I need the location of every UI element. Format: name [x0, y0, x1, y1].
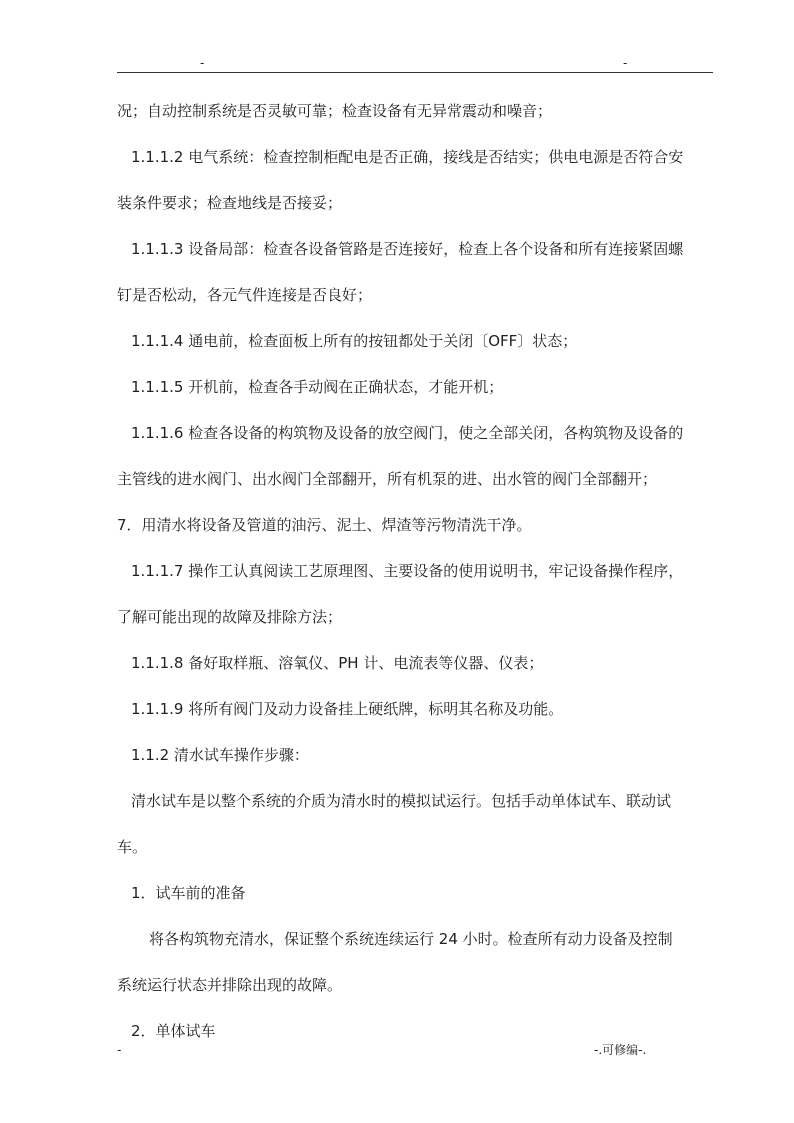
header-right-mark: -: [623, 56, 628, 70]
paragraph-line: 清水试车是以整个系统的介质为清水时的模拟试运行。包括手动单体试车、联动试: [131, 792, 672, 810]
paragraph-line: 1.1.1.9 将所有阀门及动力设备挂上硬纸牌，标明其名称及功能。: [131, 700, 564, 718]
paragraph-line: 了解可能出现的故障及排除方法；: [117, 608, 343, 626]
paragraph-line: 装条件要求；检查地线是否接妥；: [117, 194, 343, 212]
paragraph-line: 1．试车前的准备: [131, 884, 246, 902]
paragraph-line: 1.1.1.2 电气系统：检查控制柜配电是否正确，接线是否结实；供电电源是否符合安: [131, 148, 684, 166]
header-rule: [117, 72, 713, 73]
paragraph-line: 2．单体试车: [131, 1022, 216, 1040]
paragraph-line: 1.1.1.7 操作工认真阅读工艺原理图、主要设备的使用说明书，牢记设备操作程序，: [131, 562, 684, 580]
paragraph-line: 钉是否松动，各元气件连接是否良好；: [117, 286, 373, 304]
paragraph-line: 1.1.1.5 开机前，检查各手动阀在正确状态，才能开机；: [131, 378, 504, 396]
paragraph-line: 车。: [117, 838, 148, 856]
paragraph-line: 1.1.1.8 备好取样瓶、溶氧仪、PH 计、电流表等仪器、仪表；: [131, 654, 544, 672]
header-left-mark: -: [200, 56, 205, 70]
paragraph-line: 1.1.1.6 检查各设备的构筑物及设备的放空阀门，使之全部关闭，各构筑物及设备的: [131, 424, 684, 442]
footer-right-mark: -.可修编-.: [594, 1043, 647, 1057]
paragraph-line: 7．用清水将设备及管道的油污、泥土、焊渣等污物清洗干净。: [117, 516, 532, 534]
paragraph-line: 况；自动控制系统是否灵敏可靠；检查设备有无异常震动和噪音；: [117, 102, 553, 120]
paragraph-line: 系统运行状态并排除出现的故障。: [117, 976, 343, 994]
paragraph-line: 1.1.2 清水试车操作步骤：: [131, 746, 309, 764]
footer-left-mark: -: [117, 1043, 122, 1057]
paragraph-line: 1.1.1.4 通电前，检查面板上所有的按钮都处于关闭〔OFF〕状态；: [131, 332, 578, 350]
document-body: [117, 88, 715, 1054]
paragraph-line: 主管线的进水阀门、出水阀门全部翻开，所有机泵的进、出水管的阀门全部翻开；: [117, 470, 658, 488]
paragraph-line: 将各构筑物充清水，保证整个系统连续运行 24 小时。检查所有动力设备及控制: [149, 930, 673, 948]
paragraph-line: 1.1.1.3 设备局部：检查各设备管路是否连接好，检查上各个设备和所有连接紧固螺: [131, 240, 684, 258]
